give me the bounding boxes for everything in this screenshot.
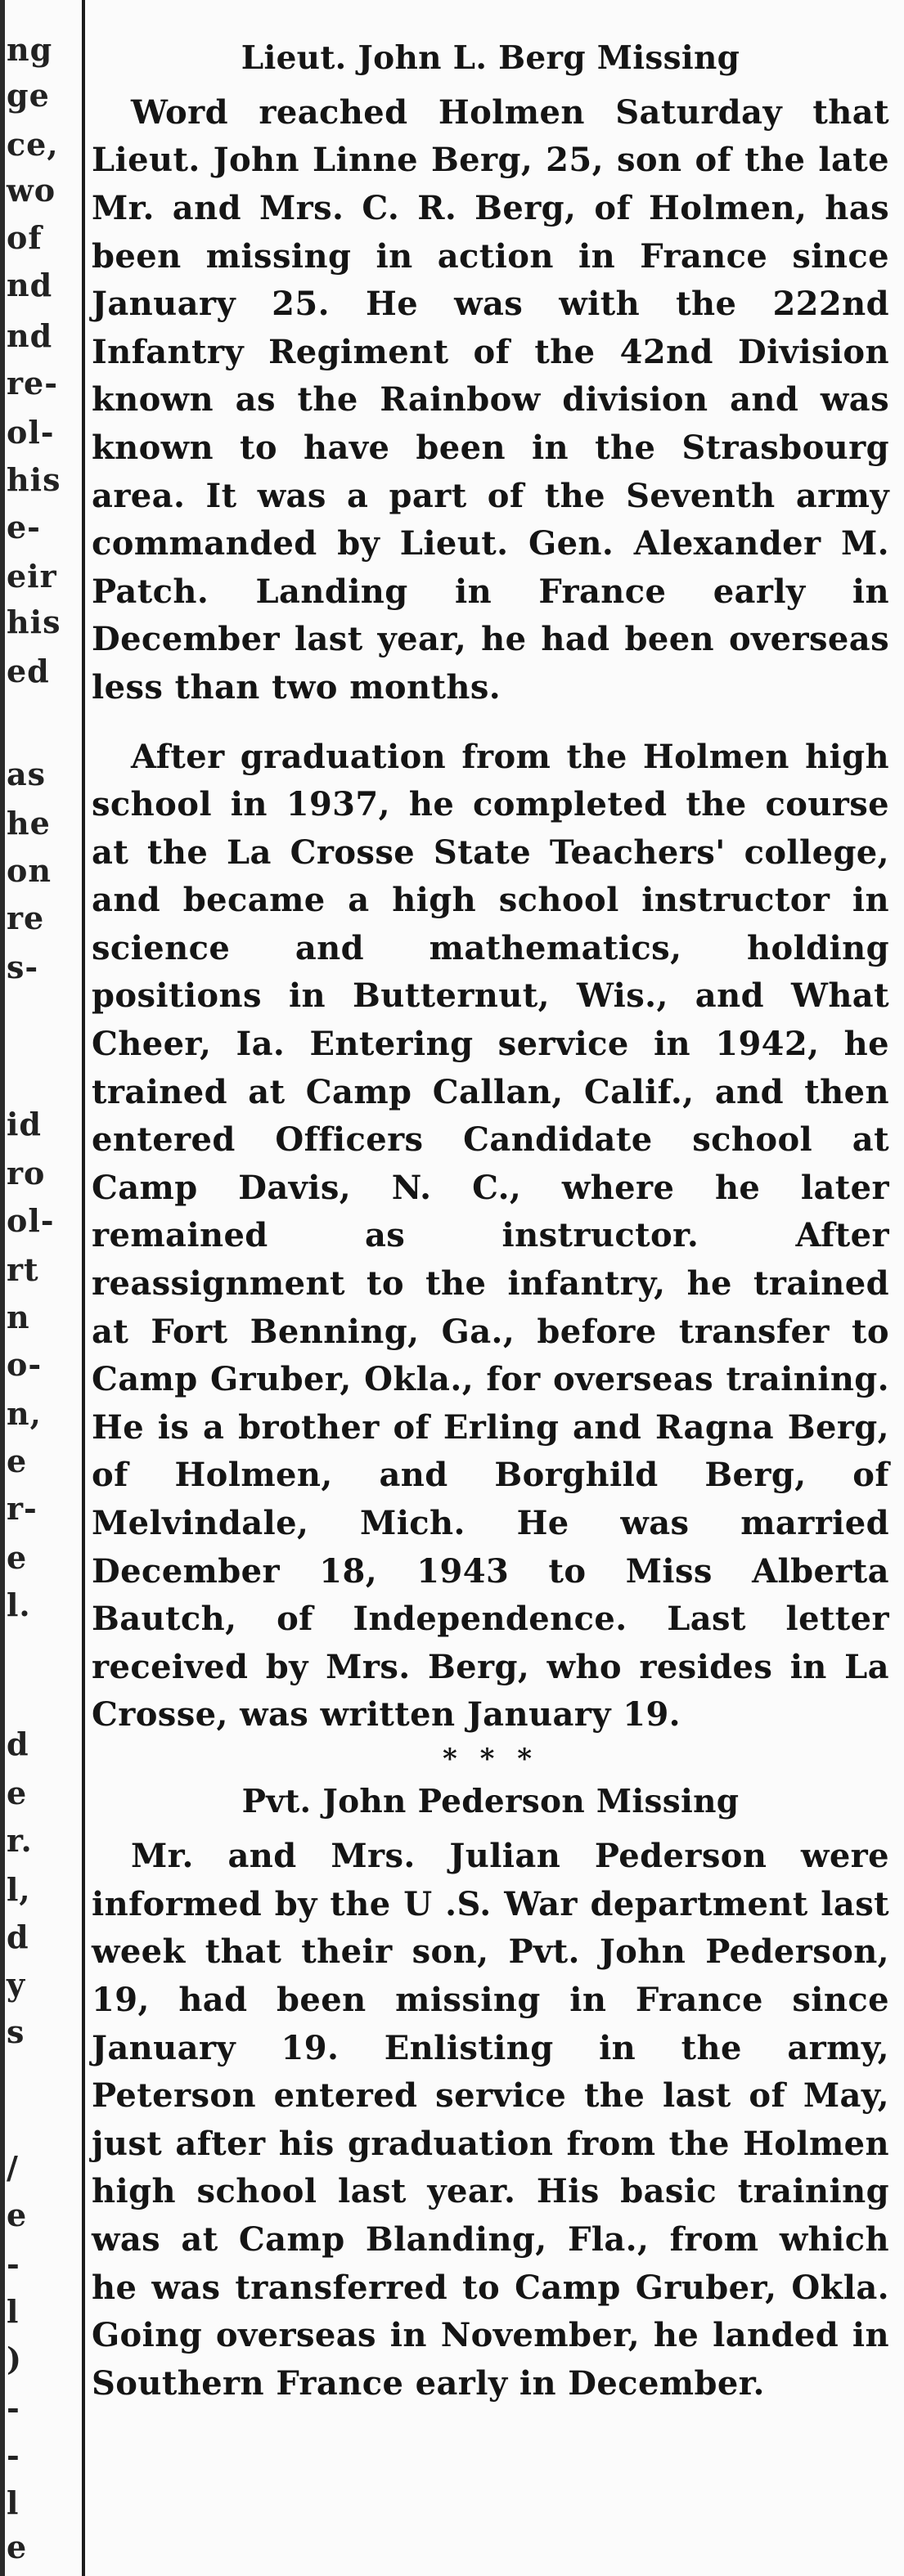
column-fragment: eir <box>7 558 57 595</box>
column-fragment: n <box>7 1299 30 1335</box>
column-fragment: l <box>7 2293 20 2330</box>
column-fragment: y <box>7 1966 26 2003</box>
column-fragment: rt <box>7 1251 39 1288</box>
column-fragment: / <box>7 2149 19 2186</box>
column-fragment: ro <box>7 1155 46 1192</box>
column-fragment: ce, <box>7 126 59 163</box>
article-paragraph: After graduation from the Holmen high school in 1937, he completed the course at the La Crosse State Teachers' college, and became a high school instructor in science and mathematics, holding positions in Butternut, Wis., and What Cheer, Ia. Entering service in 1942, he trained at Camp Callan, Calif., and then entered Officers Candidate school at Camp Davis, N. C., where he later remained as instructor. After reassignment to the infantry, he trained at Fort Benning, Ga., before transfer to Camp Gruber, Okla., for overseas training. He is a brother of Erling and Ragna Berg, of Holmen, and Borghild Berg, of Melvindale, Mich. He was married December 18, 1943 to Miss Alberta Bautch, of Independence. Last letter received by Mrs. Berg, who resides in La Crosse, was written January 19. <box>92 737 889 1735</box>
column-fragment: wo <box>7 172 56 209</box>
column-fragment: ol- <box>7 414 55 451</box>
column-fragment: d <box>7 1726 29 1762</box>
column-fragment: ng <box>7 31 53 68</box>
adjacent-column-fragments <box>0 0 80 2576</box>
section-separator: * * * <box>442 1742 538 1775</box>
column-fragment: on <box>7 852 52 889</box>
column-fragment: - <box>7 2390 20 2426</box>
article-paragraph: Mr. and Mrs. Julian Pederson were informed by the U .S. War department last week that their son, Pvt. John Pederson, 19, had been missing in France since January 19. Enlisting in the army, Peterson entered service the last of May, just after his graduation from the Holmen high school last year. His basic training was at Camp Blanding, Fla., from which he was transferred to Camp Gruber, Okla. Going overseas in November, he landed in Southern France early in December. <box>92 1837 889 2403</box>
column-fragment: of <box>7 219 43 256</box>
article-paragraph: Word reached Holmen Saturday that Lieut. John Linne Berg, 25, son of the late Mr. and Mrs. C. R. Berg, of Holmen, has been missing in action in France since January 25. He was with the 222nd Infantry Regiment of the 42nd Division known as the Rainbow division and was known to have been in the Strasbourg area. It was a part of the Seventh army commanded by Lieut. Gen. Alexander M. Patch. Landing in France early in December last year, he had been overseas less than two months. <box>92 92 889 707</box>
article-headline: Lieut. John L. Berg Missing <box>241 39 740 77</box>
column-fragment: s <box>7 2013 25 2050</box>
column-fragment: - <box>7 2437 20 2474</box>
column-fragment: - <box>7 2246 20 2282</box>
column-fragment: his <box>7 604 61 640</box>
column-fragment: e- <box>7 509 41 545</box>
column-fragment: ) <box>7 2340 22 2377</box>
article-column <box>92 39 889 2408</box>
article-headline: Pvt. John Pederson Missing <box>241 1783 740 1821</box>
column-fragment: e <box>7 1775 28 1811</box>
column-fragment: nd <box>7 267 53 303</box>
column-fragment: e <box>7 1443 28 1479</box>
column-fragment: ol- <box>7 1202 55 1239</box>
column-fragment: re- <box>7 365 58 402</box>
column-fragment: n, <box>7 1395 42 1432</box>
column-fragment: e <box>7 1539 28 1576</box>
column-fragment: nd <box>7 317 53 354</box>
article-berg <box>92 39 889 1739</box>
column-fragment: l <box>7 2484 20 2521</box>
column-fragment: o- <box>7 1346 43 1383</box>
article-pederson <box>92 1783 889 2408</box>
column-fragment: his <box>7 461 61 498</box>
column-fragment: l. <box>7 1586 31 1623</box>
column-fragment: id <box>7 1106 43 1142</box>
column-fragment: d <box>7 1919 29 1955</box>
column-fragment: ge <box>7 77 50 114</box>
column-fragment: as <box>7 756 47 792</box>
column-fragment: re <box>7 900 45 936</box>
column-divider <box>82 0 85 2576</box>
column-fragment: e <box>7 2197 28 2233</box>
column-fragment: ed <box>7 653 50 689</box>
column-fragment: s- <box>7 949 39 985</box>
column-fragment: l, <box>7 1871 31 1908</box>
column-fragment: r. <box>7 1822 33 1859</box>
column-fragment: he <box>7 805 51 841</box>
column-fragment: r- <box>7 1490 38 1527</box>
column-fragment: e <box>7 2529 28 2565</box>
